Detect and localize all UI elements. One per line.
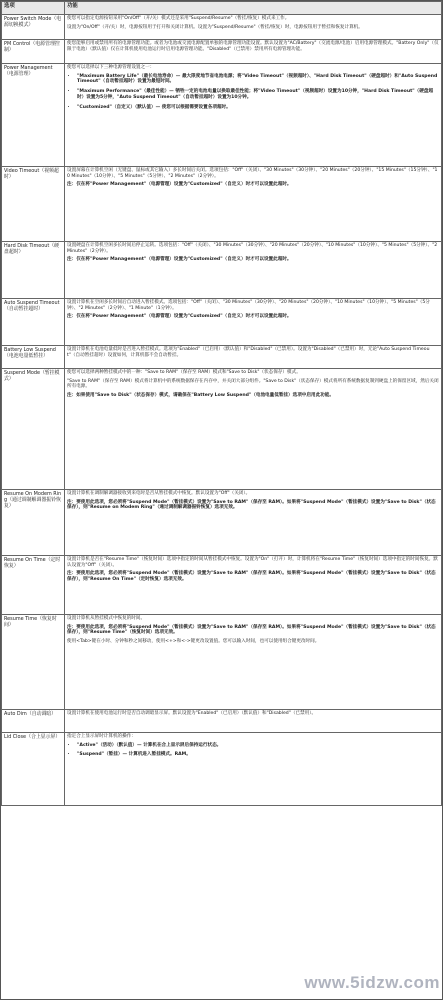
note: 注：要使用此选项，您必须将"Suspend Mode"（暂挂模式）设置为"Save to RAM"（保存至 RAM）。如果将"Suspend Mode"（暂挂模式）设置为"Save to Disk"（状态保存），则"Resume On Time"（定时恢复）选项无效。: [67, 571, 436, 583]
option-cell: Power Switch Mode（电源切换模式）: [2, 15, 65, 40]
table-header-row: [2, 2, 442, 15]
paragraph: 使您能够启用或禁用所有的电源管理功能。或者为电池或交流电源配置单独的电源管理功能设置。默认设置为"AC/Battery"（交流电源/电池）启用电源管理模式。"Battery Only"（仅限于电池）（默认值）仅在计算机使用电池运行时启用电源管理功能。"Disabled"（已禁用）禁用所有电源管理功能。: [67, 41, 439, 52]
paragraph: 使您可以选择以下三种电源管理设置之一：: [67, 65, 155, 70]
function-cell: [65, 369, 442, 490]
option-cell: Lid Close（合上显示屏）: [2, 733, 65, 806]
note: 注：要使用此选项，您必须将"Suspend Mode"（暂挂模式）设置为"Save to RAM"（保存至 RAM）。如果将"Suspend Mode"（暂挂模式）设置为"Save to Disk"（状态保存），则"Resume on Modem Ring"（通过调制解调器振铃恢复）选项无效。: [67, 499, 436, 511]
function-cell: [65, 556, 442, 615]
function-cell: [65, 40, 442, 64]
option-cell: Power Management（电源管理）: [2, 64, 65, 167]
list-item: • "Maximum Battery Life"（最长电池寿命）— 最大限度地节省电池电源；将"Video Timeout"（视频超时）、"Hard Disk Timeout"（硬盘超时）和"Auto Suspend Timeout"（自动暂挂超时）设置为最短时间。: [77, 74, 439, 85]
note: 注：仅在将"Power Management"（电源管理）设置为"Customized"（自定义）时才可以设置此超时。: [67, 257, 292, 263]
table-row: [2, 40, 442, 64]
paragraph: 设置为"On/Off"（开/关）时，电源按钮用于打开和关闭计算机。设置为"Suspend/Resume"（暂挂/恢复）时，电源按钮用于暂挂和恢复计算机。: [67, 24, 363, 30]
function-cell: [65, 346, 442, 369]
header-option: 选项: [2, 2, 65, 15]
table-row: [2, 710, 442, 733]
bios-options-table: [1, 1, 442, 806]
paragraph: 设置硬盘在计算机空闲多长时间后停止运转。选项包括："Off"（关闭）、"30 Minutes"（30分钟）、"20 Minutes"（20分钟）、"10 Minutes"（10分钟）、"5 Minutes"（5分钟）、"2 Minutes"（2分钟）。: [67, 243, 438, 254]
table-row: [2, 299, 442, 346]
paragraph: 设置计算机从暂挂模式中恢复的时间。: [67, 616, 146, 621]
function-cell: [65, 167, 442, 242]
function-cell: [65, 242, 442, 299]
option-cell: Resume Time（恢复时间）: [2, 615, 65, 710]
function-cell: [65, 15, 442, 40]
note: 注：如果使用"Save to Disk"（状态保存）模式，请确保在"Battery Low Suspend"（电池电量低暂挂）选项中启用此功能。: [67, 393, 334, 399]
table-row: [2, 733, 442, 806]
option-cell: Resume On Time（定时恢复）: [2, 556, 65, 615]
watermark: www.5idzw.com: [304, 973, 440, 992]
option-cell: Hard Disk Timeout（硬盘超时）: [2, 242, 65, 299]
list-item: • "Customized"（自定义）（默认值）— 使您可以根据需要设置各项超时。: [77, 105, 439, 111]
table-row: [2, 615, 442, 710]
header-function: 功能: [65, 2, 442, 15]
function-cell: [65, 710, 442, 733]
table-row: [2, 242, 442, 299]
table-row: [2, 556, 442, 615]
paragraph: "Save to RAM"（保存至 RAM）模式将计算机中的系统数据保存在内存中，并关闭大部分组件。"Save to Disk"（状态保存）模式将所有系统数据复制到硬盘上的保留区域，然后关闭所有电源。: [67, 378, 439, 390]
list-item: • "Maximum Performance"（最佳性能）— 牺牲一定的电池电量以换取最佳性能；将"Video Timeout"（视频超时）设置为10分钟，"Hard Disk Timeout"（硬盘超时）设置为5分钟，"Auto Suspend Timeout"（自动暂挂超时）设置为10分钟。: [77, 89, 439, 100]
note: 注：仅在将"Power Management"（电源管理）设置为"Customized"（自定义）时才可以设置此超时。: [67, 182, 292, 188]
paragraph: 设置计算机在使用电池运行时是否自动调暗显示屏。默认设置为"Enabled"（已启用）（默认值）和"Disabled"（已禁用）。: [67, 711, 317, 716]
paragraph: 使您可以选择两种暂挂模式中的一种："Save to RAM"（保存至 RAM）模式和"Save to Disk"（状态保存）模式。: [67, 370, 301, 375]
paragraph: 设置计算机在调制解调器接收到来电时是否从暂挂模式中恢复。默认设置为"Off"（关闭）。: [67, 491, 251, 496]
function-cell: [65, 299, 442, 346]
function-cell: [65, 615, 442, 710]
option-cell: Battery Low Suspend（电池电量低暂挂）: [2, 346, 65, 369]
note: 注：仅在将"Power Management"（电源管理）设置为"Customized"（自定义）时才可以设置此超时。: [67, 314, 292, 320]
table-row: [2, 167, 442, 242]
option-cell: Video Timeout（视频超时）: [2, 167, 65, 242]
option-cell: Auto Suspend Timeout（自动暂挂超时）: [2, 299, 65, 346]
paragraph: 指定合上显示屏时计算机的操作：: [67, 734, 136, 739]
option-cell: Resume On Modem Ring（通过调制解调器振铃恢复）: [2, 490, 65, 556]
table-row: [2, 369, 442, 490]
bullet-list: [77, 74, 439, 111]
table-row: [2, 15, 442, 40]
table-row: [2, 64, 442, 167]
function-cell: [65, 733, 442, 806]
function-cell: [65, 490, 442, 556]
list-item: • "Suspend"（暂挂）— 计算机进入暂挂模式。RAM。: [77, 752, 439, 758]
table-row: [2, 490, 442, 556]
paragraph: 设置计算机在空闲多长时间后自动进入暂挂模式。选项包括："Off"（关闭）、"30 Minutes"（30分钟）、"20 Minutes"（20分钟）、"10 Minutes"（10分钟）、"5 Minutes"（5分钟）、"2 Minutes"（2分钟）、"1 Minute"（1分钟）。: [67, 300, 430, 311]
paragraph: 使您可以指定电源按钮采用"On/Off"（开/关）模式还是采用"Suspend/Resume"（暂挂/恢复）模式来工作。: [67, 16, 290, 21]
function-cell: [65, 64, 442, 167]
note: 注：要使用此选项，您必须将"Suspend Mode"（暂挂模式）设置为"Save to RAM"（保存至 RAM）。如果将"Suspend Mode"（暂挂模式）设置为"Save to Disk"（状态保存），则"Resume Time"（恢复时间）选项无效。: [67, 624, 436, 636]
paragraph: 设置计算机在电池电量低时是否进入暂挂模式。选项为"Enabled"（已启用）（默认值）和"Disabled"（已禁用）。设置为"Disabled"（已禁用）时，无论"Auto Suspend Timeout"（自动暂挂超时）设置如何，计算机都不会自动暂挂。: [67, 347, 430, 358]
table-row: [2, 346, 442, 369]
bullet-list: [77, 743, 439, 758]
paragraph: 设置屏幕在计算机空闲（无键盘、鼠标或其它输入）多长时间后关闭。选项包括："Off"（关闭）、"30 Minutes"（30分钟）、"20 Minutes"（20分钟）、"15 Minutes"（15分钟）、"10 Minutes"（10分钟）、"5 Minutes"（5分钟）、"2 Minutes"（2分钟）。: [67, 168, 438, 179]
paragraph: 使用<Tab>键在小时、分钟和秒之间移动，使用<+>和<->键更改设置值。您可以输入时间，也可以使用组合键更改时间。: [67, 639, 320, 645]
paragraph: 设置计算机是否在"Resume Time"（恢复时间）选项中指定的时间从暂挂模式中恢复。设置为"On"（打开）时，计算机将在"Resume Time"（恢复时间）选项中指定的时间恢复。默认设置为"Off"（关闭）。: [67, 557, 438, 568]
option-cell: Suspend Mode（暂挂模式）: [2, 369, 65, 490]
list-item: • "Active"（活动）（默认值）— 计算机在合上显示屏后保持运行状态。: [77, 743, 439, 749]
option-cell: PM Control（电源管理控制）: [2, 40, 65, 64]
option-cell: Auto Dim（自动调暗）: [2, 710, 65, 733]
